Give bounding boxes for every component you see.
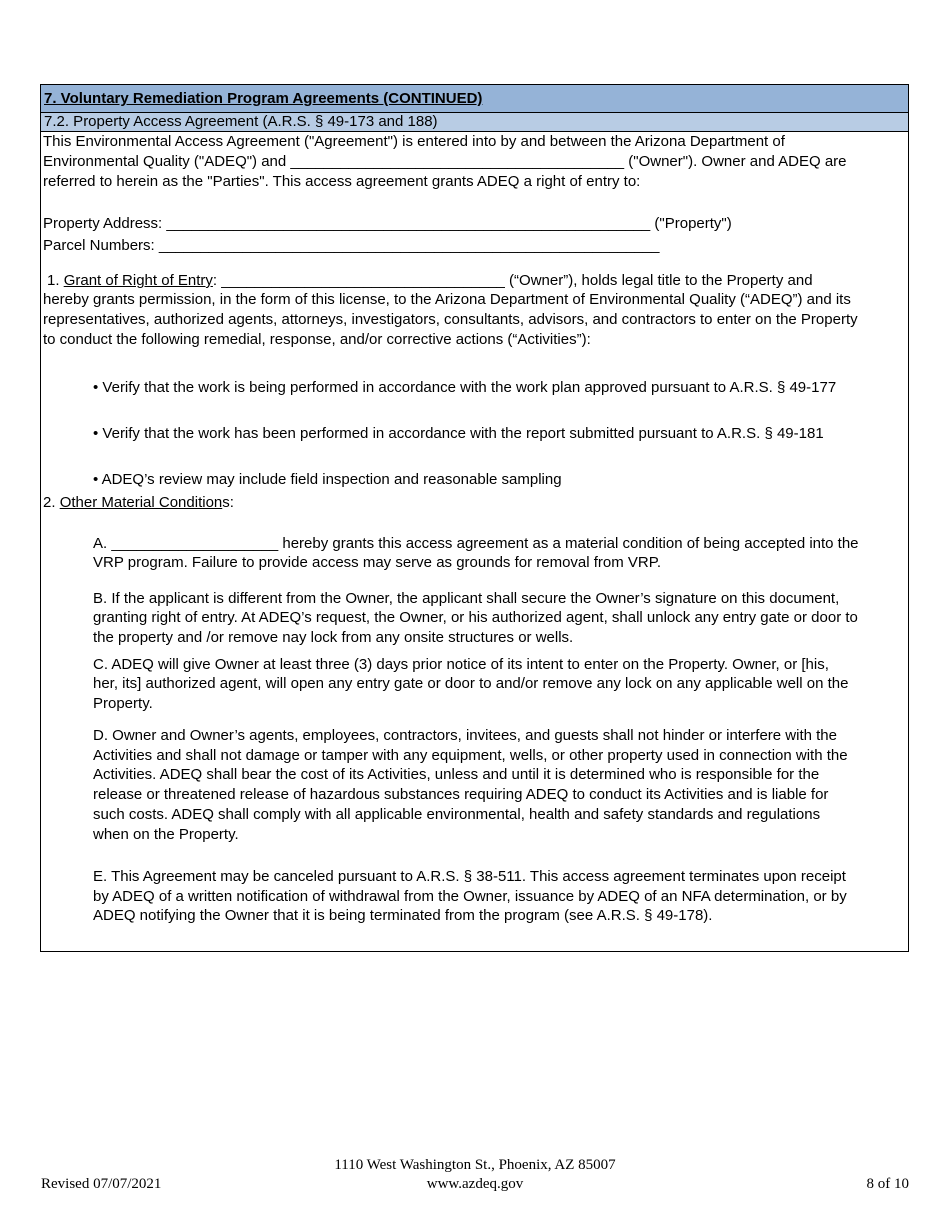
intro-line-2: Environmental Quality ("ADEQ") and ________________________________________ ("Owner"). Owner and ADEQ are: [43, 153, 847, 170]
grant-line-4: to conduct the following remedial, response, and/or corrective actions (“Activities”):: [43, 331, 591, 348]
condition-a-line-1: A. ____________________ hereby grants this access agreement as a material condition of being accepted into the: [93, 535, 859, 552]
condition-d-line-1: D. Owner and Owner’s agents, employees, contractors, invitees, and guests shall not hinder or interfere with the: [93, 727, 837, 744]
conditions-title: Other Material Condition: [59, 494, 223, 511]
section-subheader: 7.2. Property Access Agreement (A.R.S. § 49-173 and 188): [41, 113, 908, 132]
condition-e-line-3: ADEQ notifying the Owner that it is being terminated from the program (see A.R.S. § 49-178).: [93, 907, 713, 924]
grant-line-3: representatives, authorized agents, attorneys, investigators, consultants, advisors, and contractors to enter on the Property: [43, 311, 858, 328]
grant-line-1: [47, 271, 813, 291]
conditions-heading: [43, 493, 234, 513]
condition-d-line-6: when on the Property.: [93, 826, 239, 843]
intro-line-3: referred to herein as the "Parties". This access agreement grants ADEQ a right of entry to:: [43, 173, 641, 190]
condition-b-line-3: the property and /or remove nay lock from any onsite structures or wells.: [93, 629, 574, 646]
bullet-item-1: • Verify that the work is being performed in accordance with the work plan approved pursuant to A.R.S. § 49-177: [93, 379, 837, 396]
condition-c-line-2: her, its] authorized agent, will open any entry gate or door to and/or remove any lock on any applicable well on the: [93, 675, 849, 692]
condition-c-line-3: Property.: [93, 695, 153, 712]
section-header: 7. Voluntary Remediation Program Agreements (CONTINUED): [41, 85, 908, 113]
parcel-numbers-line: Parcel Numbers: ____________________________________________________________: [43, 237, 660, 254]
conditions-number: 2.: [43, 494, 56, 511]
bullet-item-2: • Verify that the work has been performed in accordance with the report submitted pursuant to A.R.S. § 49-181: [93, 425, 824, 442]
conditions-title-suffix: s:: [222, 494, 234, 511]
condition-c-line-1: C. ADEQ will give Owner at least three (3) days prior notice of its intent to enter on the Property. Owner, or [his,: [93, 656, 829, 673]
condition-b-line-1: B. If the applicant is different from the Owner, the applicant shall secure the Owner’s signature on this document,: [93, 590, 840, 607]
property-address-line: Property Address: __________________________________________________________ ("Property"): [43, 215, 732, 232]
condition-d-line-2: Activities and shall not damage or tamper with any equipment, wells, or other property used in connection with the: [93, 747, 848, 764]
footer-website[interactable]: www.azdeq.gov: [426, 1176, 524, 1192]
bullet-item-3: • ADEQ’s review may include field inspection and reasonable sampling: [93, 471, 562, 488]
grant-line-2: hereby grants permission, in the form of this license, to the Arizona Department of Environmental Quality (“ADEQ”) and its: [43, 291, 851, 308]
condition-d-line-5: such costs. ADEQ shall comply with all applicable environmental, health and safety standards and regulations: [93, 806, 821, 823]
intro-line-1: This Environmental Access Agreement ("Agreement") is entered into by and between the Arizona Department of: [43, 133, 785, 150]
condition-b-line-2: granting right of entry. At ADEQ’s request, the Owner, or his authorized agent, shall unlock any entry gate or door to: [93, 609, 858, 626]
condition-e-line-2: by ADEQ of a written notification of withdrawal from the Owner, issuance by ADEQ of an NFA determination, or by: [93, 888, 847, 905]
condition-a-line-2: VRP program. Failure to provide access may serve as grounds for removal from VRP.: [93, 554, 662, 571]
grant-line-1-rest: : __________________________________ (“Owner”), holds legal title to the Property and: [212, 272, 813, 289]
condition-d-line-3: Activities. ADEQ shall bear the cost of its Activities, unless and until it is determined who is responsible for the: [93, 766, 820, 783]
condition-d-line-4: release or threatened release of hazardous substances requiring ADEQ to conduct its Activities and is liable for: [93, 786, 829, 803]
grant-title: Grant of Right of Entry: [63, 272, 213, 289]
footer-revised-date: Revised 07/07/2021: [41, 1176, 162, 1192]
footer-address: 1110 West Washington St., Phoenix, AZ 85007: [334, 1157, 616, 1173]
condition-e-line-1: E. This Agreement may be canceled pursuant to A.R.S. § 38-511. This access agreement terminates upon receipt: [93, 868, 846, 885]
grant-number: 1.: [47, 272, 60, 289]
footer-page-number: 8 of 10: [866, 1176, 909, 1192]
